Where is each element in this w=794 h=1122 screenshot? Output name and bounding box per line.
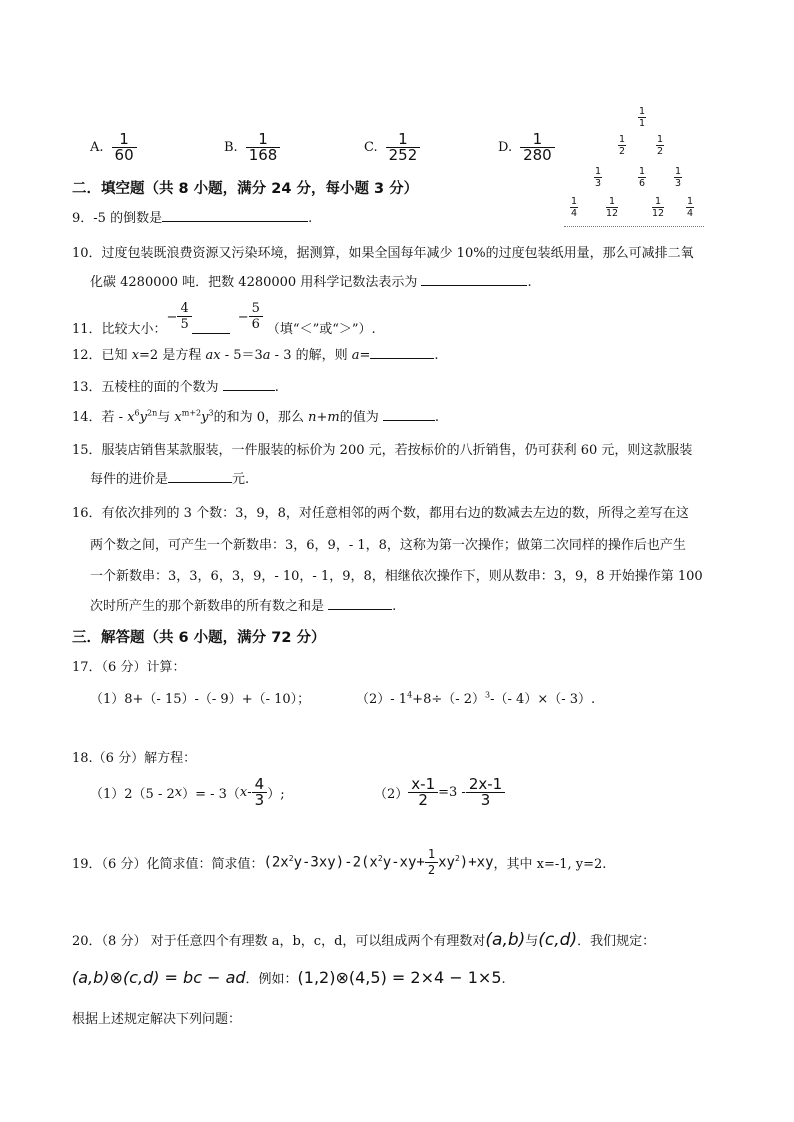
fraction-1-2: $\frac{1}{2}$ <box>425 847 438 878</box>
question-17-part-1: （1）8+（- 15）-（- 9）+（- 10）； <box>90 692 311 707</box>
triangle-cell: 1 3 <box>675 166 682 189</box>
answer-blank[interactable] <box>162 209 308 222</box>
question-20-line-2: (a,b)⊗(c,d) = bc − ad．例如：(1,2)⊗(4,5) = 2×4 − 1×5. <box>72 968 506 987</box>
triangle-cell: 1 6 <box>639 166 646 189</box>
question-16-line-2: 两个数之间，可产生一个新数串：3，6，9，- 1，8，这称为第一次操作；做第二次同样的操作后也产生 <box>90 538 686 553</box>
section-3-title: 三．解答题（共 6 小题，满分 72 分） <box>72 630 326 646</box>
question-18-part-1: （1）2（5 - 2 x ）= - 3（ x - $\frac{4}{3}$ ）; <box>90 775 285 809</box>
choice-fraction: $\frac{1}{252}$ <box>386 132 421 163</box>
expression: $(2x^2y-3xy)-2(x^2y-xy+$ <box>263 854 425 871</box>
answer-blank[interactable] <box>383 408 435 421</box>
choice-a <box>90 132 137 163</box>
operation-example: (1,2)⊗(4,5) = 2×4 − 1×5 <box>297 968 502 987</box>
choice-fraction: $\frac{1}{60}$ <box>112 132 137 163</box>
question-17-title: 17．（6 分）计算： <box>72 660 186 675</box>
question-18-part-2: （2） $\frac{x-1}{2}$ =3 - $\frac{2x-1}{3}$ <box>374 777 505 808</box>
question-15-line-1: 15．服装店销售某款服装，一件服装的标价为 200 元，若按标价的八折销售，仍可获利 60 元，则这款服装 <box>72 443 693 458</box>
triangle-cell: 1 4 <box>687 196 694 219</box>
choice-c <box>364 132 420 163</box>
answer-blank[interactable] <box>370 346 434 359</box>
question-16-line-4: 次时所产生的那个新数串的所有数之和是 . <box>90 599 397 614</box>
section-2-title: 二．填空题（共 8 小题，满分 24 分，每小题 3 分） <box>72 181 419 197</box>
question-15-line-2: 每件的进价是 元. <box>90 472 250 487</box>
answer-blank[interactable] <box>168 470 232 483</box>
choice-b <box>224 132 280 163</box>
question-17-part-2: （2）- $1^4+8\div(-$ 2）$^3$-（- 4）×（- 3）. <box>356 690 596 707</box>
answer-blank[interactable] <box>421 273 527 286</box>
operation-definition: (a,b)⊗(c,d) = bc − ad <box>72 968 246 987</box>
question-19: 19．（6 分）化简求值：简求值： $(2x^2y-3xy)-2(x^2y-xy+$ $\frac{1}{2}$ $xy^2)+xy$ ，其中 x=-1, y=2. <box>72 847 607 877</box>
question-18-title: 18.（6 分）解方程： <box>72 751 197 766</box>
triangle-cell: 1 4 <box>571 196 578 219</box>
triangle-cell: 1 3 <box>595 166 602 189</box>
question-20-line-1: 20．（8 分） 对于任意四个有理数 a，b，c，d，可以组成两个有理数对(a,b)与(c,d)．我们规定： <box>72 930 656 950</box>
question-16-line-3: 一个新数串：3，3，6，3，9，- 10，- 1，9，8，相继依次操作下，则从数串：3，9，8 开始操作第 100 <box>90 569 703 584</box>
triangle-cell: 1 12 <box>652 196 665 219</box>
fraction-x-1-over-2: $\frac{x-1}{2}$ <box>408 777 438 808</box>
choice-fraction: $\frac{1}{280}$ <box>520 132 555 163</box>
question-12: 12．已知 x=2 是方程 ax - 5＝3a - 3 的解，则 a= . <box>72 348 439 363</box>
choice-label: A. <box>90 140 104 155</box>
fraction-triangle-figure <box>562 104 712 228</box>
answer-blank[interactable] <box>223 378 275 391</box>
question-10-line-2: 化碳 4280000 吨．把数 4280000 用科学记数法表示为 . <box>90 275 532 290</box>
answer-blank[interactable] <box>328 597 392 610</box>
figure-dotted-border <box>564 226 704 227</box>
fraction-2x-1-over-3: $\frac{2x-1}{3}$ <box>466 777 505 808</box>
choice-d <box>498 132 555 163</box>
choice-label: D. <box>498 140 513 155</box>
choice-fraction: $\frac{1}{168}$ <box>246 132 281 163</box>
question-11: 11．比较大小： − $\frac{4}{5}$ − $\frac{5}{6}$ （填“＜”或“＞”）. <box>72 301 376 337</box>
fraction-4-3: $\frac{4}{3}$ <box>252 777 268 808</box>
triangle-cell: 1 2 <box>619 134 626 157</box>
triangle-cell: 1 1 <box>639 106 646 129</box>
triangle-cell: 1 2 <box>657 134 664 157</box>
question-16-line-1: 16．有依次排列的 3 个数：3，9，8，对任意相邻的两个数，都用右边的数减去左边的数，所得之差写在这 <box>72 506 689 521</box>
triangle-cell: 1 12 <box>606 196 619 219</box>
question-10-line-1: 10．过度包装既浪费资源又污染环境，据测算，如果全国每年减少 10%的过度包装纸用量，那么可减排二氧 <box>72 246 694 261</box>
question-13: 13．五棱柱的面的个数为 . <box>72 380 279 395</box>
choice-label: B. <box>224 140 238 155</box>
answer-blank[interactable] <box>192 321 230 334</box>
question-14: 14．若 - $x^6y^{2n}$与 $x^{m+2}y^3$的和为 0，那么 n+m的值为 . <box>72 408 440 425</box>
question-9: 9．-5 的倒数是 . <box>72 211 313 226</box>
choice-label: C. <box>364 140 378 155</box>
fraction-neg-5-6: $\frac{5}{6}$ <box>249 301 263 332</box>
instruction-text: 根据上述规定解决下列问题： <box>72 1012 242 1027</box>
fraction-neg-4-5: $\frac{4}{5}$ <box>177 301 191 332</box>
